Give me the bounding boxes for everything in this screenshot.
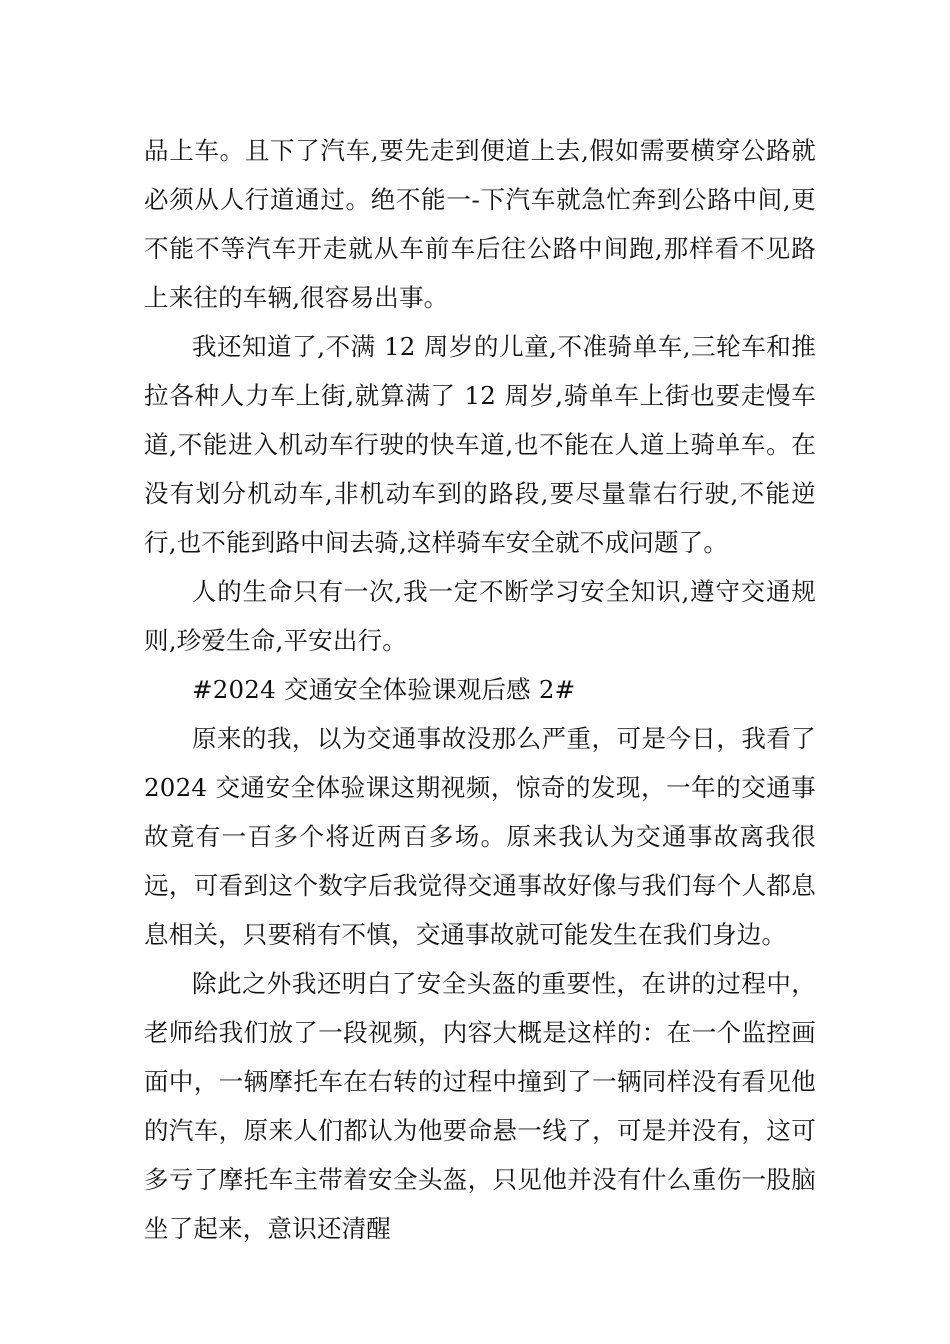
paragraph-5: 除此之外我还明白了安全头盔的重要性，在讲的过程中，老师给我们放了一段视频，内容大概是这样的：在一个监控画面中，一辆摩托车在右转的过程中撞到了一辆同样没有看见他的汽车，原来人们都认为他要命悬一线了，可是并没有，这可多亏了摩托车主带着安全头盔，只见他并没有什么重伤一股脑坐了起来，意识还清醒 [144,969,816,1243]
paragraph-1: 品上车。且下了汽车,要先走到便道上去,假如需要横穿公路就必须从人行道通过。绝不能一-下汽车就急忙奔到公路中间,更不能不等汽车开走就从车前车后往公路中间跑,那样看不见路上来往的车辆,很容易出事。 [144,136,816,312]
paragraph-2: 我还知道了,不满 12 周岁的儿童,不准骑单车,三轮车和推拉各种人力车上街,就算满了 12 周岁,骑单车上街也要走慢车道,不能进入机动车行驶的快车道,也不能在人道上骑单车。在没有划分机动车,非机动车到的路段,要尽量靠右行驶,不能逆行,也不能到路中间去骑,这样骑车安全就不成问题了。 [144,332,816,557]
document-body [144,126,816,1253]
paragraph-4: 原来的我，以为交通事故没那么严重，可是今日，我看了 2024 交通安全体验课这期视频，惊奇的发现，一年的交通事故竟有一百多个将近两百多场。原来我认为交通事故离我很远，可看到这个数字后我觉得交通事故好像与我们每个人都息息相关，只要稍有不慎，交通事故就可能发生在我们身边。 [144,724,816,949]
section-heading: #2024 交通安全体验课观后感 2# [192,675,576,704]
paragraph-3: 人的生命只有一次,我一定不断学习安全知识,遵守交通规则,珍爱生命,平安出行。 [144,577,816,655]
